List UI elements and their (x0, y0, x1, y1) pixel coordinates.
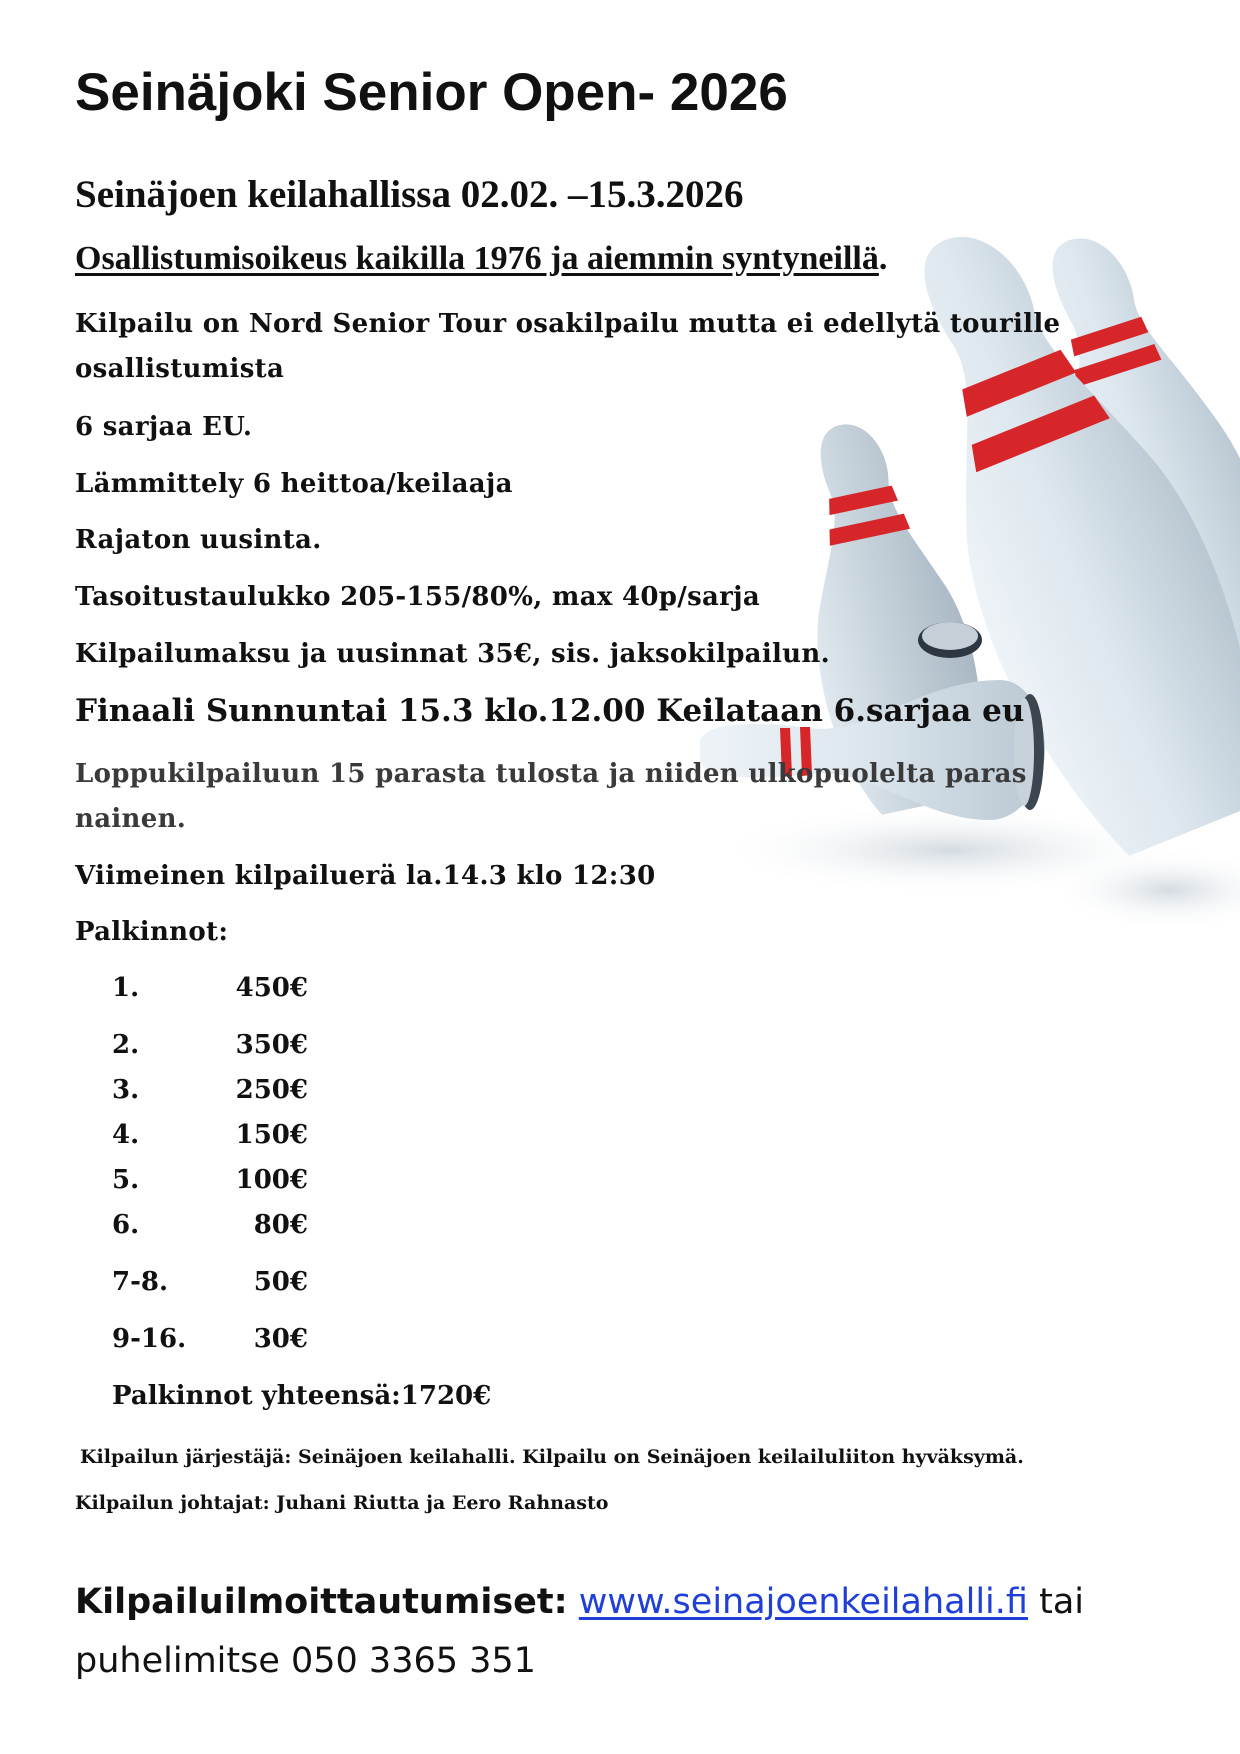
prize-row (112, 973, 308, 1003)
page-title: Seinäjoki Senior Open- 2026 (75, 63, 788, 122)
handicap-info: Tasoitustaulukko 205-155/80%, max 40p/sarja (75, 582, 761, 612)
registration-link[interactable]: www.seinajoenkeilahalli.fi (578, 1582, 1028, 1622)
prize-row (112, 1075, 308, 1105)
registration-line (75, 1582, 1084, 1622)
prize-amount: 450€ (235, 973, 308, 1003)
prize-place: 2. (112, 1030, 140, 1060)
prize-amount: 250€ (235, 1075, 308, 1105)
registration-or: tai (1039, 1582, 1085, 1622)
series-info: 6 sarjaa EU. (75, 412, 253, 442)
prize-amount: 30€ (253, 1324, 308, 1354)
prizes-heading: Palkinnot: (75, 917, 229, 947)
last-squad: Viimeinen kilpailuerä la.14.3 klo 12:30 (75, 861, 656, 891)
prize-row (112, 1165, 308, 1195)
prize-row (112, 1267, 308, 1297)
tour-note: Kilpailu on Nord Senior Tour osakilpailu mutta ei edellytä tourille osallistumista (75, 309, 1061, 384)
directors-note: Kilpailun johtajat: Juhani Riutta ja Eero Rahnasto (75, 1492, 609, 1514)
fee-info: Kilpailumaksu ja uusinnat 35€, sis. jaksokilpailun. (75, 639, 830, 669)
prize-amount: 50€ (253, 1267, 308, 1297)
registration-phone: puhelimitse 050 3365 351 (75, 1641, 536, 1681)
prize-amount: 350€ (235, 1030, 308, 1060)
reentry-info: Rajaton uusinta. (75, 525, 322, 555)
prize-place: 3. (112, 1075, 140, 1105)
eligibility-period: . (878, 240, 888, 277)
prize-place: 9-16. (112, 1324, 187, 1354)
prize-amount: 80€ (253, 1210, 308, 1240)
prize-place: 6. (112, 1210, 140, 1240)
final-heading: Finaali Sunnuntai 15.3 klo.12.00 Keilataan 6.sarjaa eu (75, 693, 1025, 729)
prize-place: 5. (112, 1165, 140, 1195)
prize-amount: 150€ (235, 1120, 308, 1150)
prize-place: 1. (112, 973, 140, 1003)
prize-total: Palkinnot yhteensä:1720€ (112, 1381, 492, 1411)
prize-amount: 100€ (235, 1165, 308, 1195)
prize-place: 7-8. (112, 1267, 169, 1297)
registration-label: Kilpailuilmoittautumiset: (75, 1582, 568, 1622)
final-qualification: Loppukilpailuun 15 parasta tulosta ja niiden ulkopuolelta paras nainen. (75, 759, 1027, 834)
event-dates: Seinäjoen keilahallissa 02.02. –15.3.2026 (75, 173, 744, 216)
prize-row (112, 1120, 308, 1150)
prize-row (112, 1324, 308, 1354)
prize-row (112, 1210, 308, 1240)
eligibility-note (75, 240, 887, 278)
prize-place: 4. (112, 1120, 140, 1150)
prize-row (112, 1030, 308, 1060)
organizer-note: Kilpailun järjestäjä: Seinäjoen keilahalli. Kilpailu on Seinäjoen keilailuliiton hyväksymä. (80, 1446, 1024, 1468)
warmup-info: Lämmittely 6 heittoa/keilaaja (75, 469, 513, 499)
eligibility-text: Osallistumisoikeus kaikilla 1976 ja aiemmin syntyneillä (75, 240, 879, 277)
bowling-pin-base (918, 622, 982, 658)
